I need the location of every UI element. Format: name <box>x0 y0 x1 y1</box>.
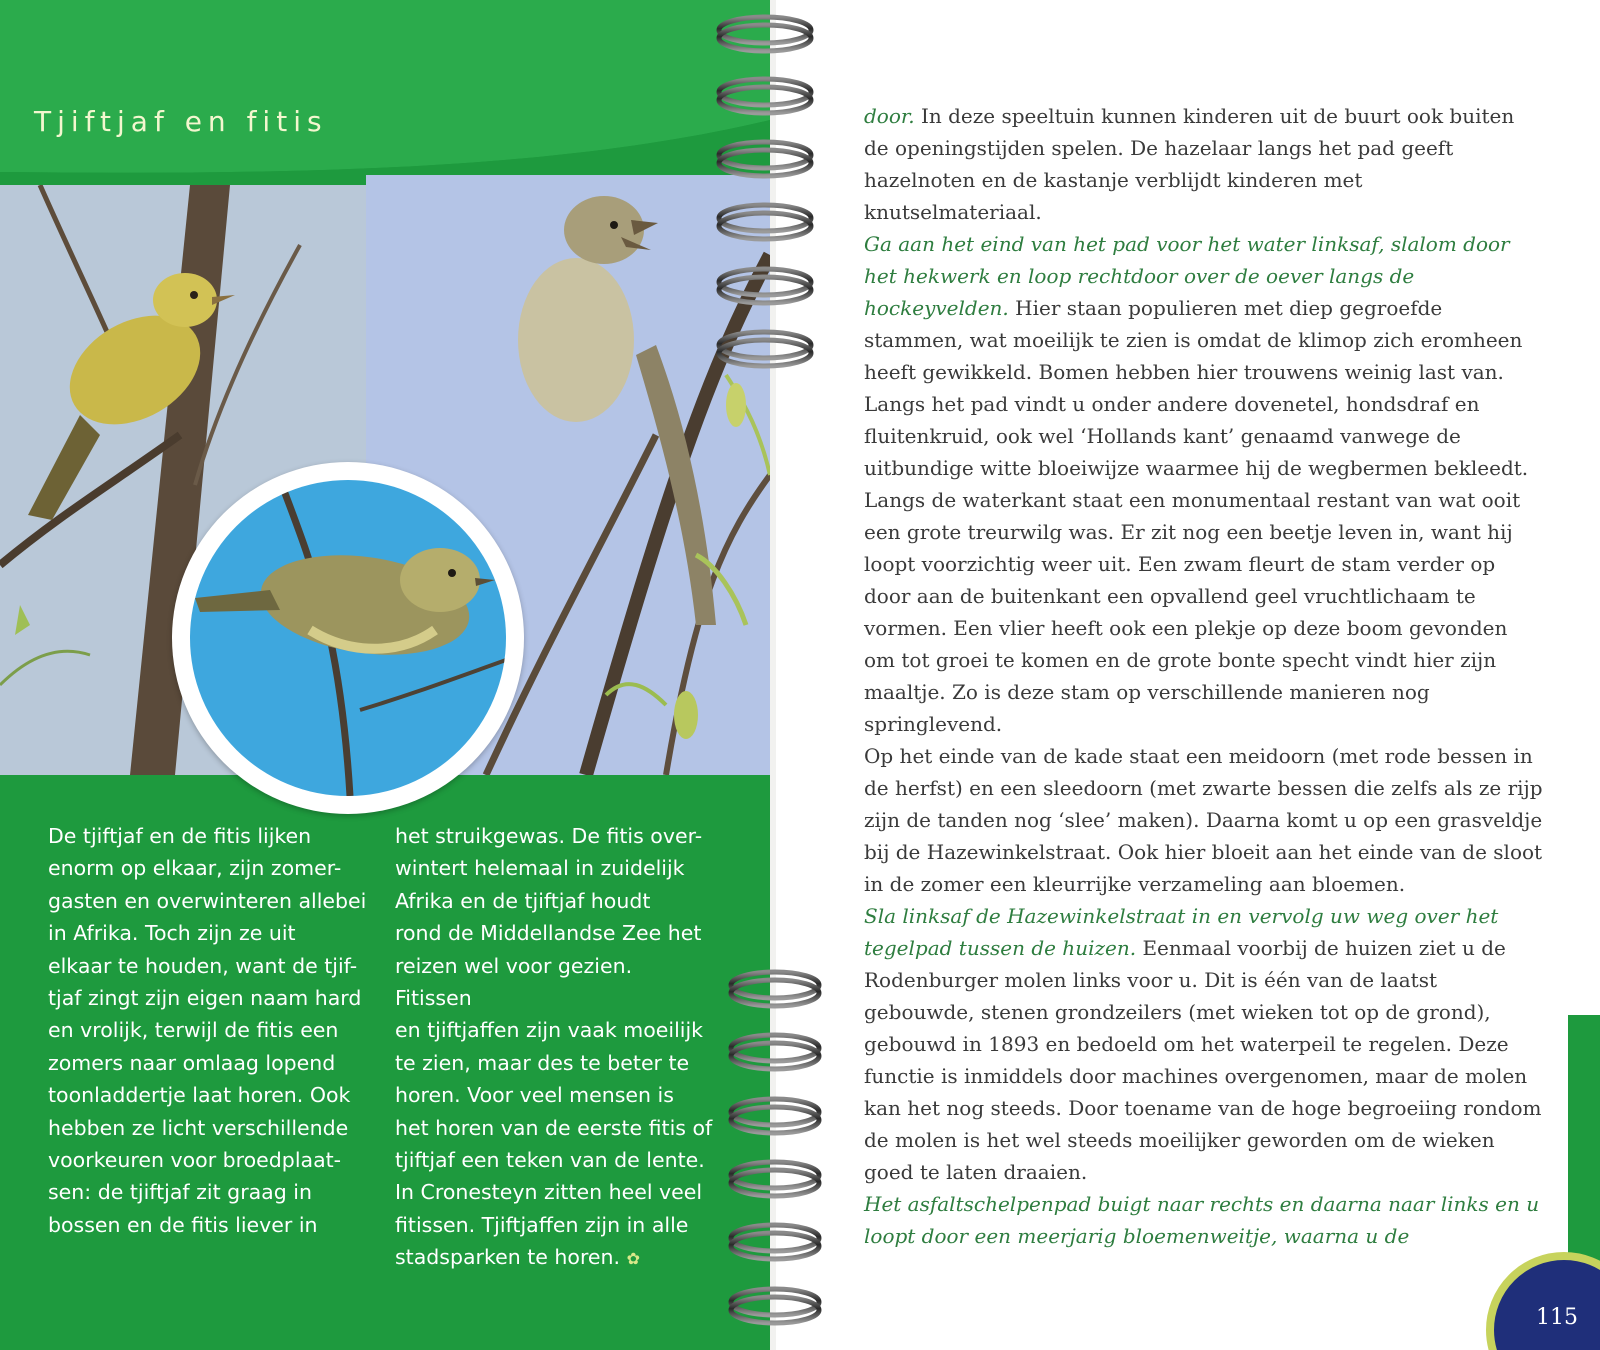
page-number: 115 <box>1536 1305 1578 1330</box>
column-2-text: het struikgewas. De fitis over- wintert helemaal in zuidelijk Afrika en de tjiftjaf houdt rond de Middellandse Zee het reizen wel voor gezien. Fitissen en tjiftjaffen zijn vaak moeilijk te zien, maar des te beter te horen. Voor veel mensen is het horen van de eerste fitis of tjiftjaf een teken van de lente. In Cronesteyn zitten heel veel fitissen. Tjiftjaffen zijn in alle stadsparken te horen. <box>395 824 713 1270</box>
section-end-flower-icon: ✿ <box>626 1249 640 1269</box>
paragraph-5 <box>864 1188 1544 1252</box>
chapter-header-band <box>0 0 770 200</box>
route-direction: Ga aan het eind van het pad voor het water linksaf, slalom door het hekwerk en loop rechtdoor over de oever langs de hockeyvelden. <box>864 232 1510 320</box>
page-number-disc <box>1486 1252 1600 1350</box>
chapter-title: Tjiftjaf en fitis <box>34 105 328 138</box>
route-direction: Sla linksaf de Hazewinkelstraat in en vervolg uw weg over het tegelpad tussen de huizen. <box>864 904 1499 960</box>
walk-description-text <box>864 100 1544 1252</box>
paragraph-2-text: Hier staan populieren met diep gegroefde stammen, wat moeilijk te zien is omdat de klimop zich eromheen heeft gewikkeld. Bomen hebben hier trouwens weinig last van. Langs het pad vindt u onder andere dovenetel, hondsdraf en fluitenkruid, ook wel ‘Hollands kant’ genaamd vanwege de uitbundige witte bloeiwijze waarmee hij de wegbermen bekleedt. Langs de waterkant staat een monumentaal restant van wat ooit een grote treurwilg was. Er zit nog een beetje leven in, want hij loopt voorzichtig weer uit. Een zwam fleurt de stam verder op door aan de buitenkant een opvallend geel vruchtlichaam te vormen. Een vlier heeft ook een plekje op deze boom gevonden om tot groei te komen en de grote bonte specht vindt hier zijn maaltje. Zo is deze stam op verschillende manieren nog springlevend. <box>864 296 1529 736</box>
spiral-ring <box>719 17 819 1323</box>
route-direction: Het asfaltschelpenpad buigt naar rechts en daarna naar links en u loopt door een meerjarig bloemenweitje, waarna u de <box>864 1192 1540 1248</box>
paragraph-1-text: In deze speeltuin kunnen kinderen uit de buurt ook buiten de openingstijden spelen. De hazelaar langs het pad geeft hazelnoten en de kastanje verblijdt kinderen met knutselmateriaal. <box>864 104 1515 224</box>
paragraph-1 <box>864 100 1544 228</box>
body-text-column-2 <box>395 820 715 1276</box>
body-text-column-1: De tjiftjaf en de fitis lijken enorm op elkaar, zijn zomer- gasten en overwinteren allebei in Afrika. Toch zijn ze uit elkaar te houden, want de tjif- tjaf zingt zijn eigen naam hard en vrolijk, terwijl de fitis een zomers naar omlaag lopend toonladdertje laat horen. Ook hebben ze licht verschillende voorkeuren voor broedplaat- sen: de tjiftjaf zit graag in bossen en de fitis liever in <box>48 824 367 1237</box>
inset-photo-warbler-closeup <box>190 480 506 796</box>
route-direction: door. <box>864 104 915 128</box>
paragraph-4 <box>864 900 1544 1188</box>
paragraph-2 <box>864 228 1544 740</box>
paragraph-4-text: Eenmaal voorbij de huizen ziet u de Rodenburger molen links voor u. Dit is één van de laatst gebouwde, stenen grondzeilers (met wieken tot op de grond), gebouwd in 1893 en bedoeld om het waterpeil te regelen. Deze functie is inmiddels door machines overgenomen, maar de molen kan het nog steeds. Door toename van de hoge begroeiing rondom de molen is het wel steeds moeilijker geworden om de wieken goed te laten draaien. <box>864 936 1542 1184</box>
spiral-binding <box>713 0 833 1350</box>
paragraph-3: Op het einde van de kade staat een meidoorn (met rode bessen in de herfst) en een sleedoorn (met zwarte bessen die zelfs als ze rijp zijn de tanden nog ‘slee’ maken). Daarna komt u op een grasveldje bij de Hazewinkelstraat. Ook hier bloeit aan het einde van de sloot in de zomer een kleurrijke verzameling aan bloemen. <box>864 744 1543 896</box>
left-page <box>0 0 770 1350</box>
